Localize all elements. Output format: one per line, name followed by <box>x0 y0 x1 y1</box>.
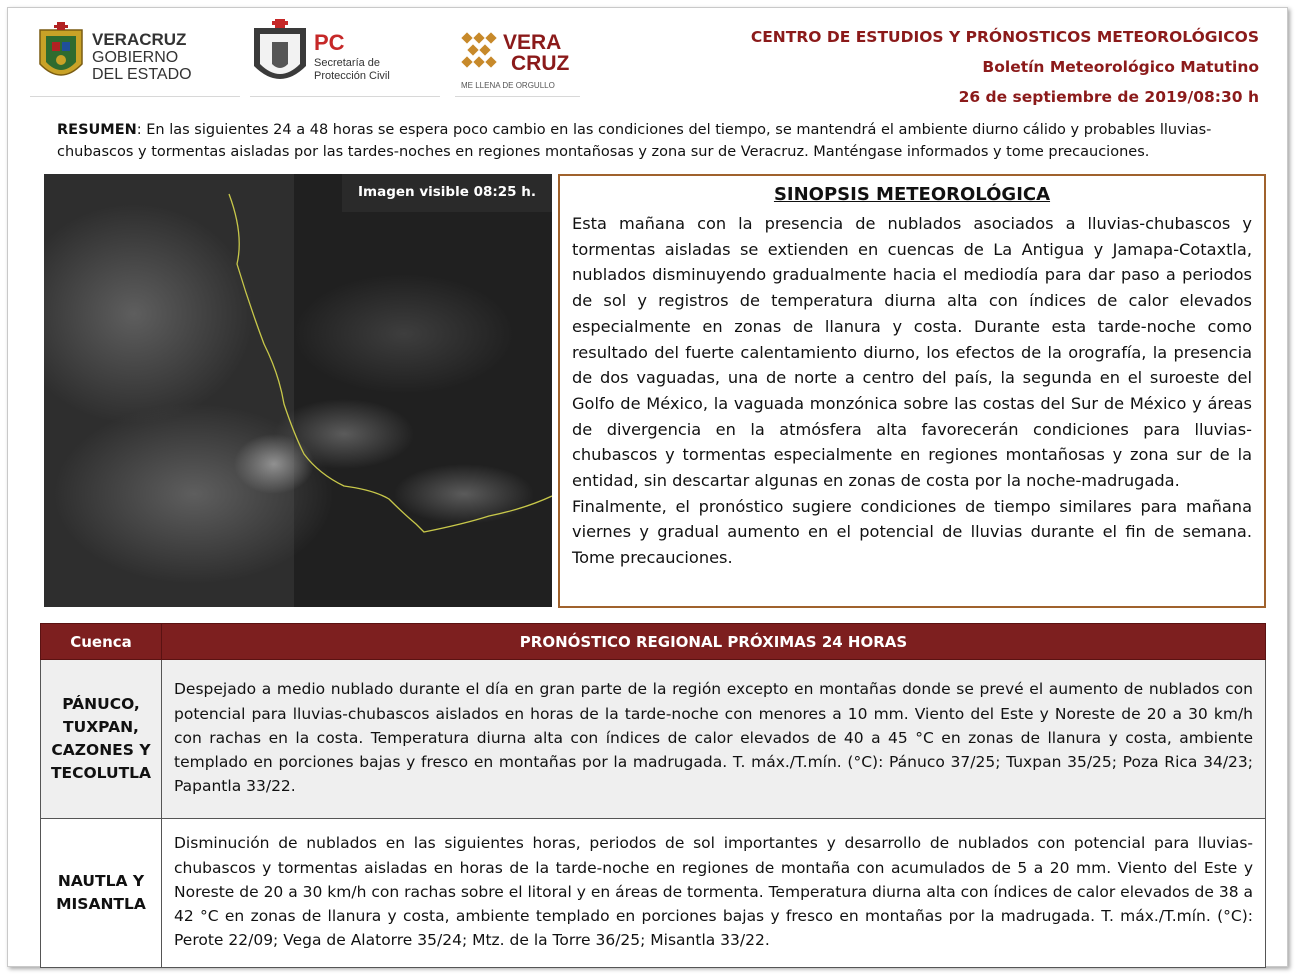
table-row <box>41 819 1266 968</box>
synopsis-paragraph-2: Finalmente, el pronóstico sugiere condiciones de tiempo similares para mañana viernes y gradual aumento en el potencial de lluvias durante el fin de semana. Tome precauciones. <box>572 496 1252 568</box>
bulletin-datetime: 26 de septiembre de 2019/08:30 h <box>958 88 1259 106</box>
summary-text: : En las siguientes 24 a 48 horas se espera poco cambio en las condiciones del tiempo, se mantendrá el ambiente diurno cálido y probables lluvias-chubascos y tormentas aisladas por las tardes-noches en regiones montañosas y zona sur de Veracruz. Manténgase informados y tome precauciones. <box>57 122 1212 160</box>
basin-name-line: TECOLUTLA <box>50 764 152 782</box>
synopsis-title: SINOPSIS METEOROLÓGICA <box>773 184 1051 205</box>
basin-name-line: TUXPAN, <box>63 718 139 736</box>
table-header-row <box>41 624 1266 660</box>
vera-logo-line1: VERA <box>503 31 562 54</box>
bulletin-title: Boletín Meteorológico Matutino <box>982 58 1259 76</box>
basin-forecast-text: Disminución de nublados en las siguientes horas, periodos de sol importantes y desarrollo de nublados con potencial para lluvias-chubascos y tormentas aisladas en horas de la tarde-noche en regiones de montaña con acumulados de 5 a 20 mm. Viento del Este y Noreste de 20 a 30 km/h con rachas sobre el litoral y en áreas de tormenta. Temperatura diurna alta con índices de calor elevados de 38 a 42 °C en zonas de llanura y costa, ambiente templado en porciones bajas y fresco en montañas por la madrugada. T. máx./T.mín. (°C): Perote 22/09; Vega de Alatorre 35/24; Mtz. de la Torre 36/25; Misantla 33/22. <box>162 819 1266 968</box>
basin-name-line: NAUTLA Y <box>57 872 145 890</box>
civil-protection-shield-icon <box>250 16 440 96</box>
gov-logo-line2: GOBIERNO <box>92 49 179 66</box>
regional-forecast-table <box>40 623 1266 968</box>
satellite-caption: Imagen visible 08:25 h. <box>342 174 552 212</box>
gov-logo-line1: VERACRUZ <box>92 30 187 49</box>
pc-logo-line1: Secretaría de <box>314 57 381 69</box>
gov-logo-line3: DEL ESTADO <box>92 66 192 83</box>
basin-name-line: PÁNUCO, <box>62 695 140 713</box>
center-title: CENTRO DE ESTUDIOS Y PRÓNOSTICOS METEOROLÓGICOS <box>750 28 1259 46</box>
basin-column-header: Cuenca <box>41 624 162 660</box>
synopsis-box <box>558 174 1266 608</box>
vera-logo-tagline: ME LLENA DE ORGULLO <box>461 81 555 90</box>
veracruz-brand-logo <box>455 16 580 97</box>
vera-logo-line2: CRUZ <box>511 52 570 75</box>
pc-logo-line2: Protección Civil <box>314 70 390 82</box>
basin-name-line: MISANTLA <box>56 895 146 913</box>
proteccion-civil-logo <box>250 16 440 97</box>
synopsis-paragraph-1: Esta mañana con la presencia de nublados asociados a lluvias-chubascos y tormentas aisladas se extienden en cuencas de La Antigua y Jamapa-Cotaxtla, nublados disminuyendo gradualmente hacia el mediodía para dar paso a periodos de sol y registros de temperatura diurna alta con índices de calor elevados especialmente en zonas de llanura y costa. Durante esta tarde-noche como resultado del fuerte calentamiento diurno, los efectos de la orografía, la presencia de dos vaguadas, una de norte a centro del país, la segunda en el suroeste del Golfo de México, la vaguada monzónica sobre las costas del Sur de México y áreas de divergencia en la atmósfera alta favorecerán condiciones para lluvias-chubascos y tormentas especialmente en regiones montañosas y zona sur de la entidad, sin descartar algunas en zonas de costa por la noche-madrugada. <box>572 214 1252 491</box>
forecast-column-header: PRONÓSTICO REGIONAL PRÓXIMAS 24 HORAS <box>162 624 1266 660</box>
veracruz-government-logo <box>30 16 240 97</box>
basin-name-line: CAZONES Y <box>51 741 151 759</box>
table-row <box>41 660 1266 819</box>
satellite-visible-image <box>44 174 552 607</box>
basin-forecast-text: Despejado a medio nublado durante el día en gran parte de la región excepto en montañas donde se prevé el aumento de nublados con potencial para lluvias-chubascos aislados en horas de la tarde-noche con menores a 10 mm. Viento del Este y Noreste de 20 a 30 km/h con rachas en la costa. Temperatura diurna alta con índices de calor elevados de 40 a 45 °C en zonas de llanura y costa, ambiente templado en porciones bajas y fresco en montañas por la madrugada. T. máx./T.mín. (°C): Pánuco 37/25; Tuxpan 35/25; Poza Rica 34/23; Papantla 33/22. <box>162 660 1266 819</box>
summary-paragraph <box>57 119 1257 163</box>
satellite-image <box>44 174 552 607</box>
pc-logo-initials: PC <box>314 30 345 55</box>
basin-name <box>41 819 162 968</box>
summary-label: RESUMEN <box>57 122 137 138</box>
veracruz-pattern-icon <box>455 16 580 96</box>
coat-of-arms-icon <box>30 16 240 96</box>
basin-name <box>41 660 162 819</box>
